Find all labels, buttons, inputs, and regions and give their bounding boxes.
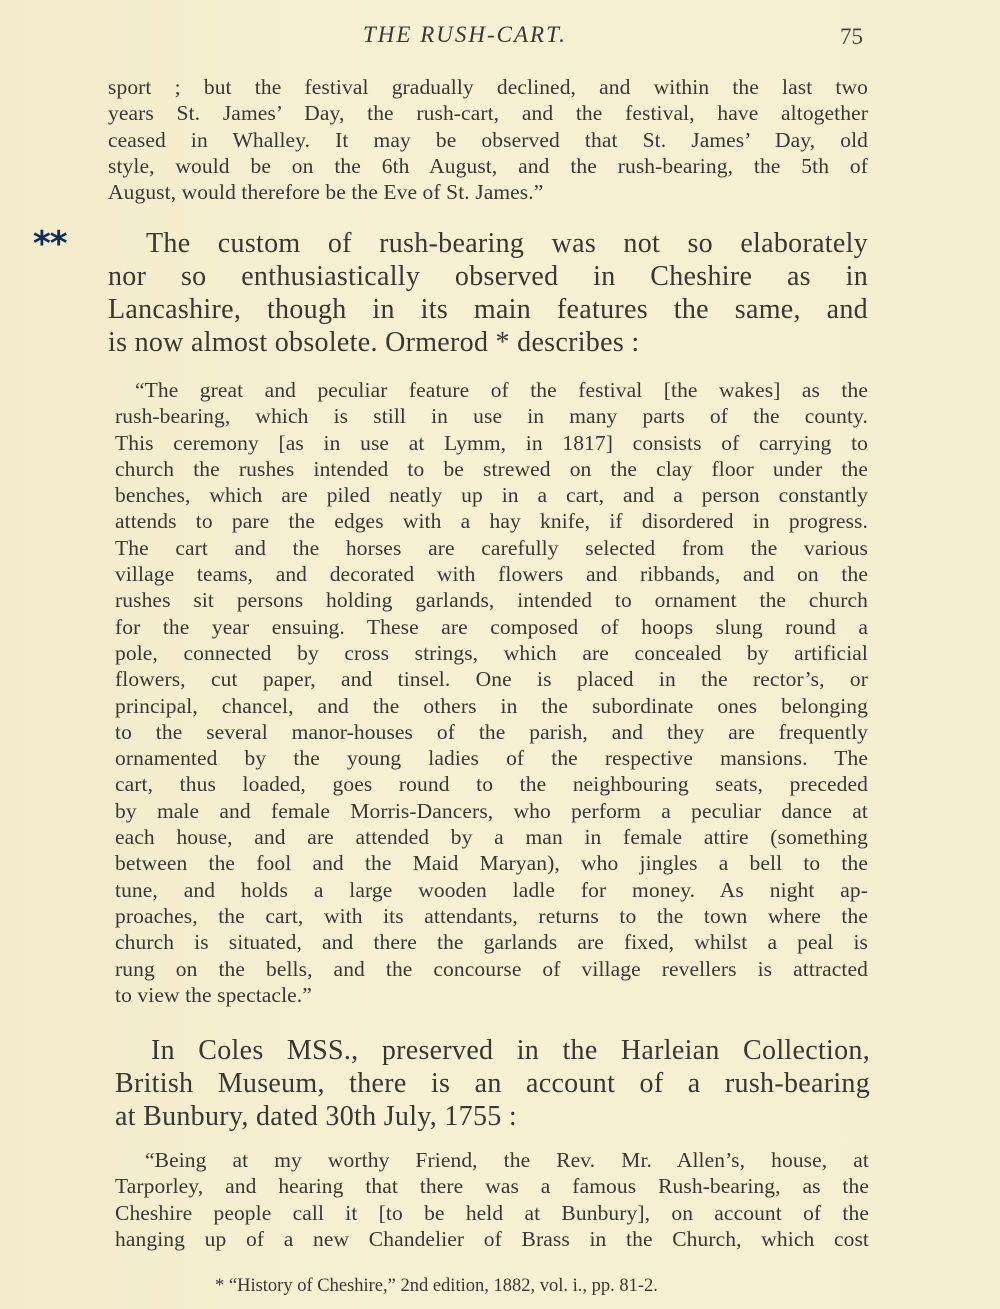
page-number: 75 — [840, 24, 863, 49]
text-line: rush-bearing, which is still in use in many parts of the county. — [115, 404, 868, 429]
text-line: In Coles MSS., preserved in the Harleian Collection, — [151, 1035, 870, 1066]
text-line: “Being at my worthy Friend, the Rev. Mr. Allen’s, house, at — [145, 1148, 869, 1172]
paragraph-allen-quote — [115, 1147, 869, 1252]
text-line: Lancashire, though in its main features the same, and — [108, 294, 868, 325]
text-line: for the year ensuing. These are composed of hoops slung round a — [115, 614, 868, 639]
text-line: Cheshire people call it [to be held at Bunbury], on account of the — [115, 1200, 869, 1225]
text-line: sport ; but the festival gradually declined, and within the last two — [108, 75, 868, 99]
annotation-marker: ** — [33, 224, 67, 264]
text-line: to the several manor-houses of the parish, and they are frequently — [115, 719, 868, 744]
text-line: attends to pare the edges with a hay knife, if disordered in progress. — [115, 509, 868, 534]
text-line: “The great and peculiar feature of the festival [the wakes] as the — [135, 378, 868, 402]
text-line: tune, and holds a large wooden ladle for money. As night ap- — [115, 877, 868, 902]
text-line: hanging up of a new Chandelier of Brass in the Church, which cost — [115, 1226, 869, 1251]
text-line: ornamented by the young ladies of the respective mansions. The — [115, 746, 868, 771]
paragraph-rush-bearing-intro — [108, 227, 868, 359]
text-line: rung on the bells, and the concourse of village revellers is attracted — [115, 956, 868, 981]
text-line: principal, chancel, and the others in the subordinate ones belonging — [115, 693, 868, 718]
text-line: The custom of rush-bearing was not so elaborately — [146, 228, 868, 259]
text-line: church the rushes intended to be strewed on the clay floor under the — [115, 456, 868, 481]
text-line: pole, connected by cross strings, which are concealed by artificial — [115, 640, 868, 665]
text-line: between the fool and the Maid Maryan), who jingles a bell to the — [115, 851, 868, 876]
paragraph-ormerod-quote — [115, 377, 868, 1008]
text-line: August, would therefore be the Eve of St. James.” — [108, 180, 544, 205]
text-line: Tarporley, and hearing that there was a famous Rush-bearing, as the — [115, 1174, 869, 1199]
text-line: rushes sit persons holding garlands, intended to ornament the church — [115, 588, 868, 613]
paragraph-quote-end — [108, 74, 868, 205]
text-line: at Bunbury, dated 30th July, 1755 : — [115, 1101, 517, 1132]
footnote: * “History of Cheshire,” 2nd edition, 1882, vol. i., pp. 81-2. — [215, 1276, 658, 1296]
text-line: flowers, cut paper, and tinsel. One is placed in the rector’s, or — [115, 667, 868, 692]
running-title: THE RUSH-CART. — [363, 22, 567, 47]
text-line: cart, thus loaded, goes round to the neighbouring seats, preceded — [115, 772, 868, 797]
text-line: each house, and are attended by a man in female attire (something — [115, 825, 868, 850]
paragraph-coles-intro — [115, 1034, 870, 1133]
text-line: The cart and the horses are carefully selected from the various — [115, 535, 868, 560]
text-line: benches, which are piled neatly up in a cart, and a person constantly — [115, 483, 868, 508]
text-line: proaches, the cart, with its attendants, returns to the town where the — [115, 903, 868, 928]
text-line: style, would be on the 6th August, and the rush-bearing, the 5th of — [108, 153, 868, 178]
text-line: nor so enthusiastically observed in Cheshire as in — [108, 261, 868, 292]
text-line: years St. James’ Day, the rush-cart, and the festival, have altogether — [108, 101, 868, 126]
text-line: by male and female Morris-Dancers, who perform a peculiar dance at — [115, 798, 868, 823]
text-line: church is situated, and there the garlands are fixed, whilst a peal is — [115, 930, 868, 955]
text-line: ceased in Whalley. It may be observed that St. James’ Day, old — [108, 127, 868, 152]
text-line: is now almost obsolete. Ormerod * describes : — [108, 327, 640, 358]
text-line: This ceremony [as in use at Lymm, in 1817] consists of carrying to — [115, 430, 868, 455]
text-line: British Museum, there is an account of a rush-bearing — [115, 1068, 870, 1099]
text-line: village teams, and decorated with flowers and ribbands, and on the — [115, 562, 868, 587]
text-line: to view the spectacle.” — [115, 982, 312, 1007]
